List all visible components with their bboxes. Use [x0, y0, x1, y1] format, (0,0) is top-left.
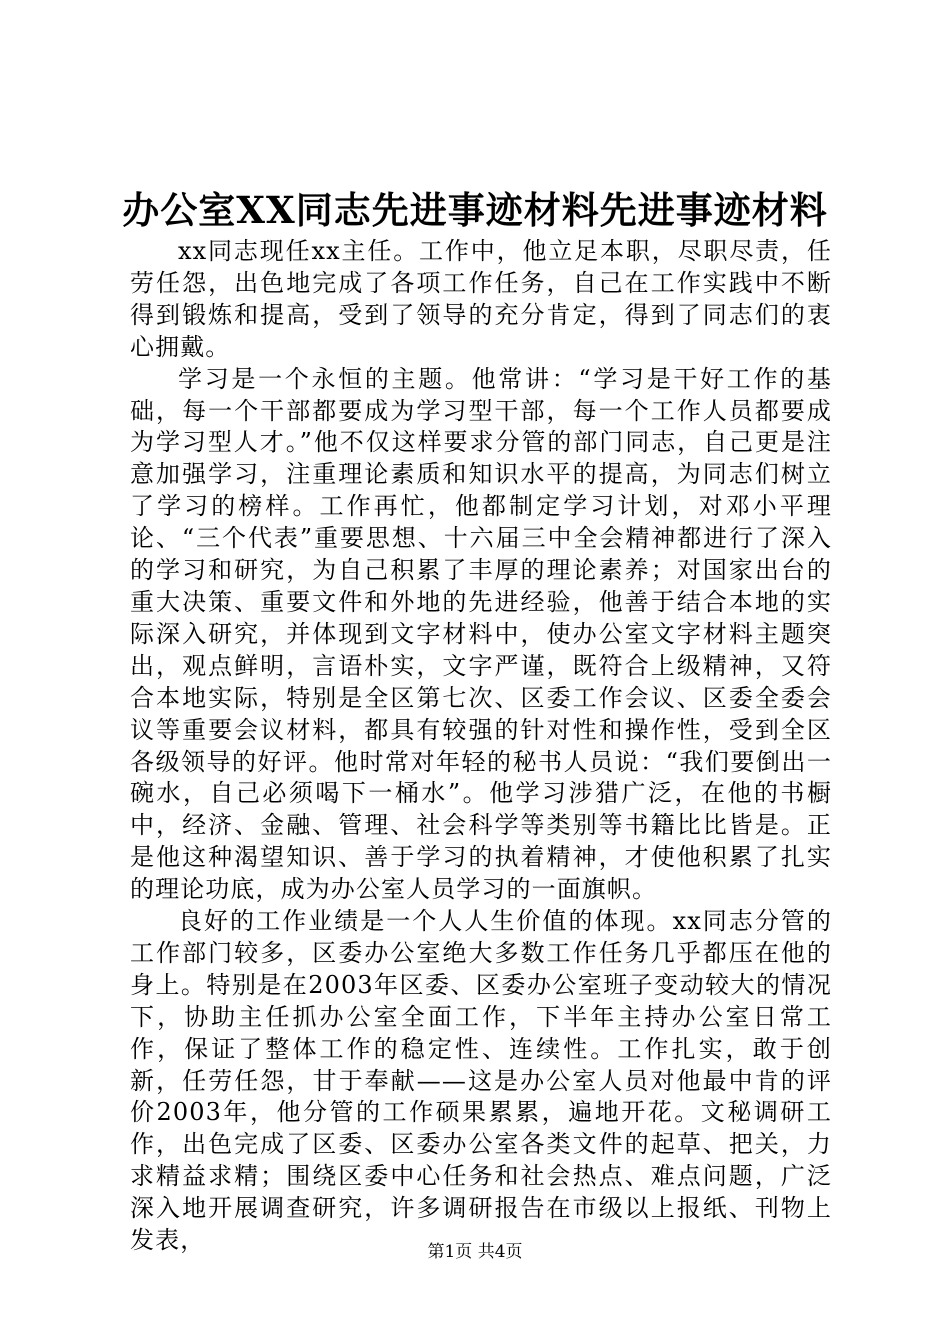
- document-body: [130, 236, 832, 1257]
- paragraph-performance: 良好的工作业绩是一个人人生价值的体现。xx同志分管的工作部门较多，区委办公室绝大多数工作任务几乎都压在他的身上。特别是在2003年区委、区委办公室班子变动较大的情况下，协助主任抓办公室全面工作，下半年主持办公室日常工作，保证了整体工作的稳定性、连续性。工作扎实，敢于创新，任劳任怨，甘于奉献——这是办公室人员对他最中肯的评价2003年，他分管的工作硕果累累，遍地开花。文秘调研工作，出色完成了区委、区委办公室各类文件的起草、把关，力求精益求精；围绕区委中心任务和社会热点、难点问题，广泛深入地开展调查研究，许多调研报告在市级以上报纸、刊物上发表，: [130, 907, 832, 1255]
- paragraph-intro: xx同志现任xx主任。工作中，他立足本职，尽职尽责，任劳任怨，出色地完成了各项工作任务，自己在工作实践中不断得到锻炼和提高，受到了领导的充分肯定，得到了同志们的衷心拥戴。: [130, 237, 832, 361]
- paragraph-study: 学习是一个永恒的主题。他常讲：“学习是干好工作的基础，每一个干部都要成为学习型干部，每一个工作人员都要成为学习型人才。”他不仅这样要求分管的部门同志，自己更是注意加强学习，注重理论素质和知识水平的提高，为同志们树立了学习的榜样。工作再忙，他都制定学习计划，对邓小平理论、“三个代表”重要思想、十六届三中全会精神都进行了深入的学习和研究，为自己积累了丰厚的理论素养；对国家出台的重大决策、重要文件和外地的先进经验，他善于结合本地的实际深入研究，并体现到文字材料中，使办公室文字材料主题突出，观点鲜明，言语朴实，文字严谨，既符合上级精神，又符合本地实际，特别是全区第七次、区委工作会议、区委全委会议等重要会议材料，都具有较强的针对性和操作性，受到全区各级领导的好评。他时常对年轻的秘书人员说：“我们要倒出一碗水，自己必须喝下一桶水”。他学习涉猎广泛，在他的书橱中，经济、金融、管理、社会科学等类别等书籍比比皆是。正是他这种渴望知识、善于学习的执着精神，才使他积累了扎实的理论功底，成为办公室人员学习的一面旗帜。: [130, 364, 832, 904]
- document-title: 办公室XX同志先进事迹材料先进事迹材料: [122, 188, 828, 232]
- page-footer: 第1页 共4页: [427, 1242, 523, 1262]
